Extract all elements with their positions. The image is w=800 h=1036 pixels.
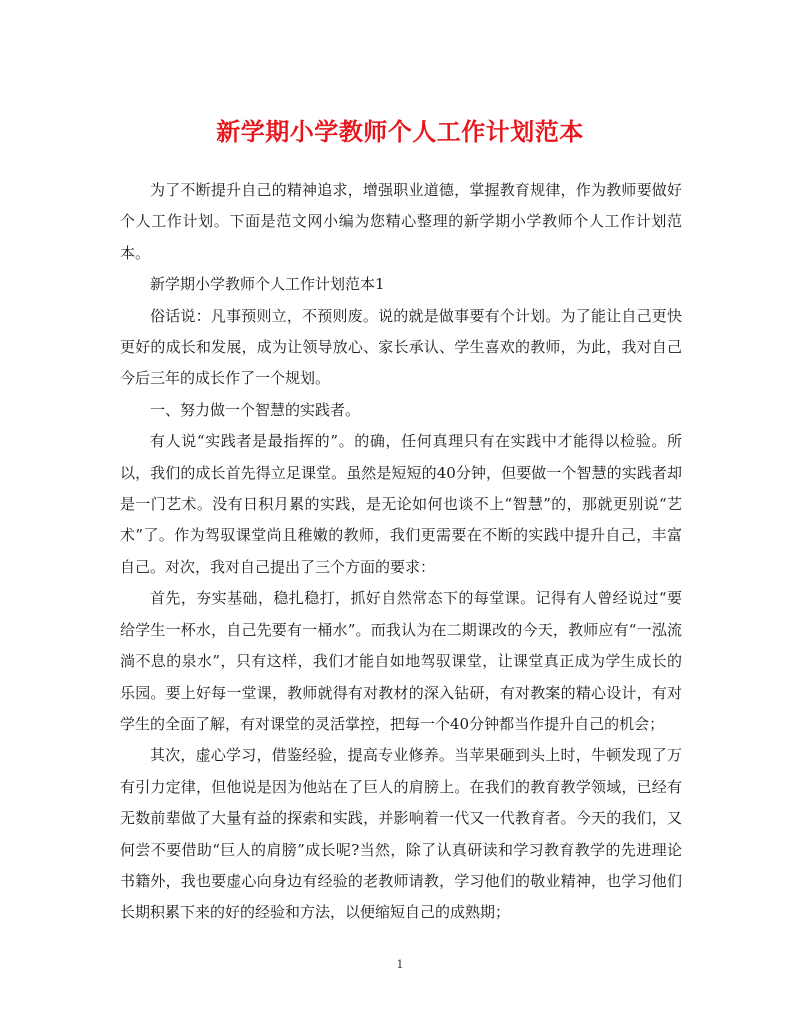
paragraph-point-one: 一、努力做一个智慧的实践者。 [150,400,361,419]
document-body [120,175,682,929]
paragraph-intro: 为了不断提升自己的精神追求，增强职业道德，掌握教育规律，作为教师要做好个人工作计划。下面是范文网小编为您精心整理的新学期小学教师个人工作计划范本。 [120,181,682,262]
paragraph-first: 首先，夯实基础，稳扎稳打，抓好自然常态下的每堂课。记得有人曾经说过“要给学生一杯水，自己先要有一桶水”。而我认为在二期课改的今天，教师应有“一泓流淌不息的泉水”，只有这样，我们才能自如地驾驭课堂，让课堂真正成为学生成长的乐园。要上好每一堂课，教师就得有对教材的深入钻研，有对教案的精心设计，有对学生的全面了解，有对课堂的灵活掌控，把每一个40分钟都当作提升自己的机会； [120,589,682,733]
paragraph-second: 其次，虚心学习，借鉴经验，提高专业修养。当苹果砸到头上时，牛顿发现了万有引力定律，但他说是因为他站在了巨人的肩膀上。在我们的教育教学领域，已经有无数前辈做了大量有益的探索和实践，并影响着一代又一代教育者。今天的我们，又何尝不要借助“巨人的肩膀”成长呢?当然，除了认真研读和学习教育教学的先进理论书籍外，我也要虚心向身边有经验的老教师请教，学习他们的敬业精神，也学习他们长期积累下来的好的经验和方法，以便缩短自己的成熟期； [120,746,682,922]
document-title: 新学期小学教师个人工作计划范本 [216,117,584,146]
page-number: 1 [396,958,404,971]
paragraph-section-heading: 新学期小学教师个人工作计划范本1 [150,275,385,294]
paragraph-planning: 俗话说：凡事预则立，不预则废。说的就是做事要有个计划。为了能让自己更快更好的成长和发展，成为让领导放心、家长承认、学生喜欢的教师，为此，我对自己今后三年的成长作了一个规划。 [120,306,682,388]
paragraph-practice: 有人说“实践者是最指挥的”。的确，任何真理只有在实践中才能得以检验。所以，我们的成长首先得立足课堂。虽然是短短的40分钟，但要做一个智慧的实践者却是一门艺术。没有日积月累的实践，是无论如何也谈不上“智慧”的，那就更别说“艺术”了。作为驾驭课堂尚且稚嫩的教师，我们更需要在不断的实践中提升自己，丰富自己。对次，我对自己提出了三个方面的要求： [120,432,682,576]
